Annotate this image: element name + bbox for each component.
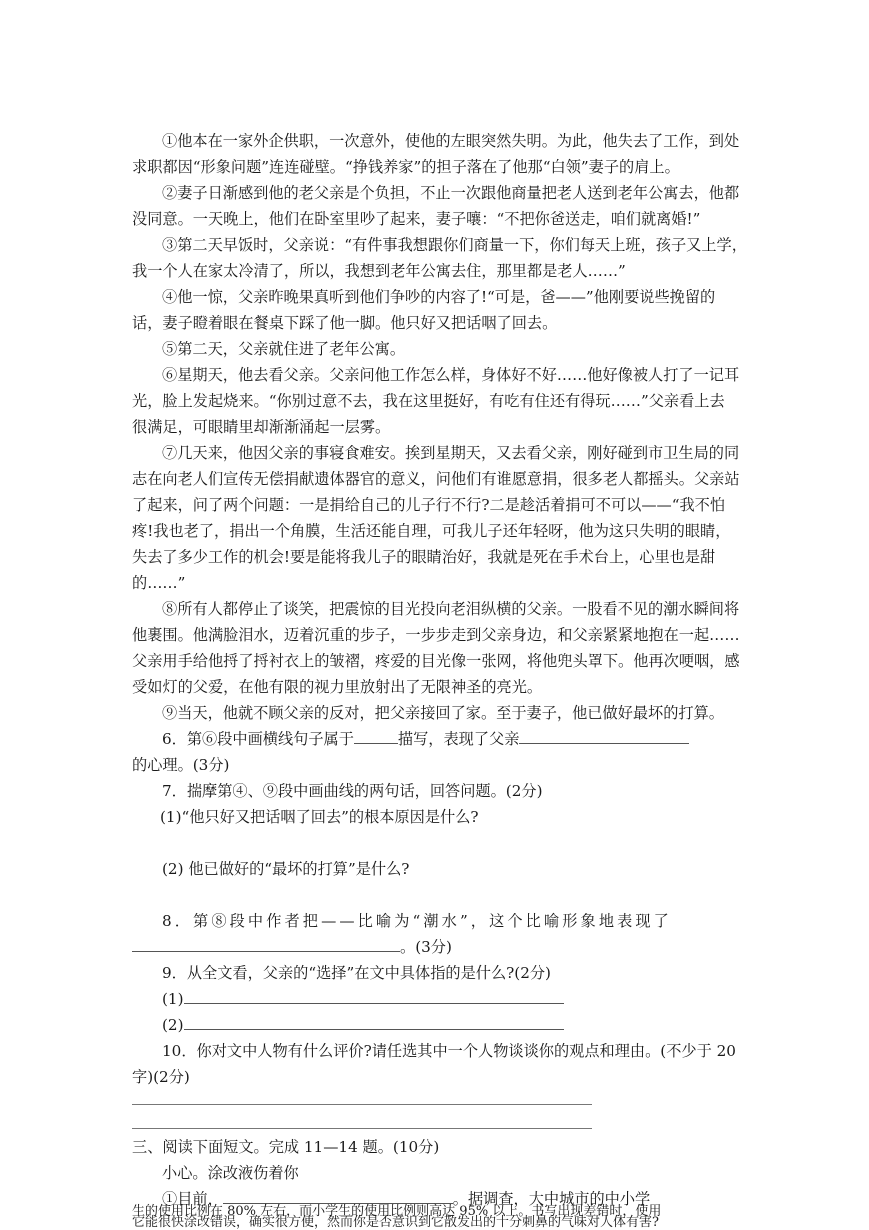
para-7-line-1: ⑦几天来，他因父亲的事寝食难安。挨到星期天，又去看父亲，刚好碰到市卫生局的同 xyxy=(162,444,740,462)
q10-answer-line-1[interactable] xyxy=(132,1104,592,1105)
question-7-1: (1)“他只好又把话咽了回去”的根本原因是什么? xyxy=(160,808,479,826)
para-5-line-1: ⑤第二天，父亲就住进了老年公寓。 xyxy=(162,340,405,358)
question-6-mid: 描写，表现了父亲 xyxy=(397,730,520,748)
q6-blank-2[interactable] xyxy=(519,727,689,744)
para-6-line-2: 光，脸上发起烧来。“你别过意不去，我在这里挺好，有吃有住还有得玩……”父亲看上去 xyxy=(132,392,725,410)
q6-blank-1[interactable] xyxy=(354,727,398,744)
q10-answer-line-2[interactable] xyxy=(132,1128,592,1129)
para-7-line-2: 志在向老人们宣传无偿捐献遗体器官的意义，问他们有谁愿意捐，很多老人都摇头。父亲站 xyxy=(132,470,740,488)
q9-answer-1-label: (1) xyxy=(162,990,184,1008)
question-8-tail: 。(3分) xyxy=(400,938,452,956)
q9-answer-1 xyxy=(132,986,770,1012)
question-9: 9．从全文看，父亲的“选择”在文中具体指的是什么?(2分) xyxy=(162,964,551,982)
para-4-line-2: 话，妻子瞪着眼在餐桌下踩了他一脚。他只好又把话咽了回去。 xyxy=(132,314,558,332)
section-3-heading: 三、阅读下面短文。完成 11—14 题。(10分) xyxy=(132,1138,440,1156)
para-6-line-1: ⑥星期天，他去看父亲。父亲问他工作怎么样，身体好不好……他好像被人打了一记耳 xyxy=(162,366,740,384)
article-line-1-start: ①目前， xyxy=(162,1190,223,1208)
para-2-line-1: ②妻子日渐感到他的老父亲是个负担，不止一次跟他商量把老人送到老年公寓去，他都 xyxy=(162,184,740,202)
question-6-tail: 的心理。(3分) xyxy=(132,756,230,774)
para-8-line-1: ⑧所有人都停止了谈笑，把震惊的目光投向老泪纵横的父亲。一股看不见的潮水瞬间将 xyxy=(162,600,740,618)
para-3-line-1: ③第二天早饭时，父亲说：“有件事我想跟你们商量一下，你们每天上班，孩子又上学， xyxy=(162,236,747,254)
question-7-2: (2) 他已做好的“最坏的打算”是什么? xyxy=(162,860,410,878)
article-blank[interactable] xyxy=(223,1187,453,1204)
article-line-1-end: 。据调查，大中城市的中小学 xyxy=(452,1190,651,1208)
para-2-line-2: 没同意。一天晚上，他们在卧室里吵了起来，妻子嚷：“不把你爸送走，咱们就离婚!” xyxy=(132,210,701,228)
para-4-line-1: ④他一惊，父亲昨晚果真听到他们争吵的内容了!“可是，爸——”他刚要说些挽留的 xyxy=(162,288,716,306)
para-8-line-2: 他裹围。他满脸泪水，迈着沉重的步子，一步步走到父亲身边，和父亲紧紧地抱在一起…… xyxy=(132,626,740,644)
question-10-tail: 字)(2分) xyxy=(132,1068,190,1086)
q9-blank-2[interactable] xyxy=(184,1013,564,1030)
question-7: 7．揣摩第④、⑨段中画曲线的两句话，回答问题。(2分) xyxy=(162,782,543,800)
para-7-line-4: 疼!我也老了，捐出一个角膜，生活还能自理，可我儿子还年轻呀，他为这只失明的眼睛， xyxy=(132,522,731,540)
question-10: 10．你对文中人物有什么评价?请任选其中一个人物谈谈你的观点和理由。(不少于 20 xyxy=(162,1042,736,1060)
article-line-3: 它能很快涂改错误，确实很方便，然而你是否意识到它散发出的十分刺鼻的气味对人体有害? xyxy=(132,1215,659,1230)
q9-answer-2 xyxy=(132,1012,770,1038)
para-7-line-5: 失去了多少工作的机会!要是能将我儿子的眼睛治好，我就是死在手术台上，心里也是甜 xyxy=(132,548,716,566)
para-6-line-3: 很满足，可眼睛里却渐渐涌起一层雾。 xyxy=(132,418,391,436)
question-8: 8．第⑧段中作者把——比喻为“潮水”，这个比喻形象地表现了 xyxy=(162,912,672,930)
para-7-line-6: 的……” xyxy=(132,574,186,592)
para-7-line-3: 了起来，问了两个问题：一是捐给自己的儿子行不行?二是趁活着捐可不可以——“我不怕 xyxy=(132,496,726,514)
para-3-line-2: 我一个人在家太冷清了，所以，我想到老年公寓去住，那里都是老人……” xyxy=(132,262,626,280)
q9-answer-2-label: (2) xyxy=(162,1016,184,1034)
question-8-line-2 xyxy=(132,934,740,960)
para-8-line-3: 父亲用手给他捋了捋衬衣上的皱褶，疼爱的目光像一张网，将他兜头罩下。他再次哽咽，感 xyxy=(132,652,740,670)
para-9-line-1: ⑨当天，他就不顾父亲的反对，把父亲接回了家。至于妻子，他已做好最坏的打算。 xyxy=(162,704,724,722)
q9-blank-1[interactable] xyxy=(184,987,564,1004)
question-6-stem: 6．第⑥段中画横线句子属于 xyxy=(162,730,354,748)
para-8-line-4: 受如灯的父爱，在他有限的视力里放射出了无限神圣的亮光。 xyxy=(132,678,543,696)
q8-blank[interactable] xyxy=(132,935,400,952)
article-line-2: 生的使用比例在 80% 左右，而小学生的使用比例则高达 95% 以上。书写出现差错时，使用 xyxy=(132,1204,662,1219)
question-6 xyxy=(132,726,770,752)
para-1-line-2: 求职都因“形象问题”连连碰壁。“挣钱养家”的担子落在了他那“白领”妻子的肩上。 xyxy=(132,158,680,176)
article-title: 小心。涂改液伤着你 xyxy=(162,1164,299,1182)
para-1-line-1: ①他本在一家外企供职，一次意外，使他的左眼突然失明。为此，他失去了工作，到处 xyxy=(162,132,740,150)
